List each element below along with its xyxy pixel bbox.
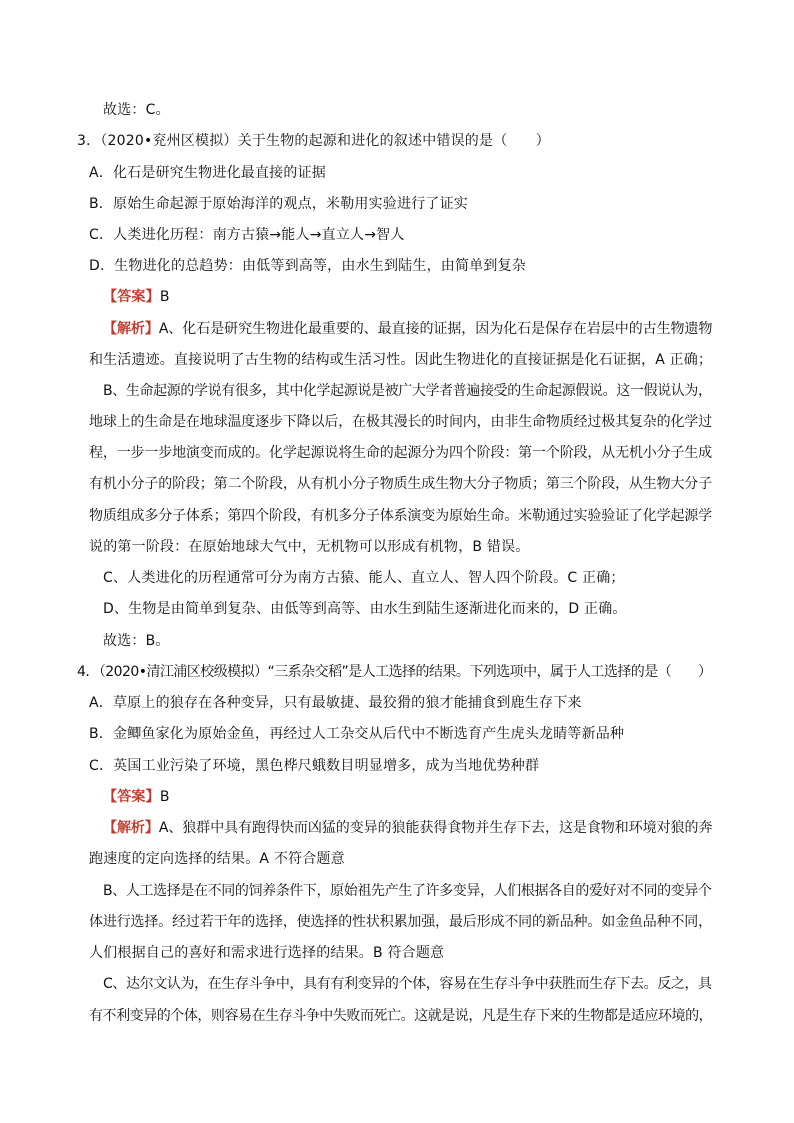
q3-stem bbox=[77, 132, 550, 150]
q3-stem-text: （2020•兖州区模拟）关于生物的起源和进化的叙述中错误的是（ ） bbox=[100, 133, 550, 149]
q4-analysis-line: B、人工选择是在不同的饲养条件下，原始祖先产生了许多变异，人们根据各自的爱好对不同的变异个 bbox=[103, 883, 712, 899]
q3-analysis-line: 有机小分子的阶段；第二个阶段，从有机小分子物质生成生物大分子物质；第三个阶段，从生物大分子 bbox=[89, 476, 712, 492]
q4-analysis-line: 体进行选择。经过若干年的选择，使选择的性状积累加强，最后形成不同的新品种。如金鱼品种不同， bbox=[89, 914, 712, 930]
q3-analysis-line: 说的第一阶段：在原始地球大气中，无机物可以形成有机物，B 错误。 bbox=[89, 539, 530, 555]
analysis-tag: 【解析】 bbox=[103, 820, 159, 836]
q4-analysis-line: 【解析】A、狼群中具有跑得快而凶猛的变异的狼能获得食物并生存下去，这是食物和环境对狼的奔 bbox=[103, 820, 713, 836]
q3-analysis-line: C、人类进化的历程通常可分为南方古猿、能人、直立人、智人四个阶段。C 正确； bbox=[103, 570, 625, 586]
q3-analysis-line: 程，一步一步地演变而成的。化学起源说将生命的起源分为四个阶段：第一个阶段，从无机小分子生成 bbox=[89, 445, 712, 461]
q3-option-b: B．原始生命起源于原始海洋的观点，米勒用实验进行了证实 bbox=[89, 196, 469, 212]
q3-option-c: C．人类进化历程：南方古猿→能人→直立人→智人 bbox=[89, 227, 405, 243]
q3-analysis-line: 地球上的生命是在地球温度逐步下降以后，在极其漫长的时间内，由非生命物质经过极其复杂的化学过 bbox=[89, 414, 712, 430]
q4-analysis-line: 跑速度的定向选择的结果。A 不符合题意 bbox=[89, 851, 345, 867]
q3-option-d: D．生物进化的总趋势：由低等到高等，由水生到陆生，由简单到复杂 bbox=[89, 258, 526, 274]
q3-analysis-line: B、生命起源的学说有很多，其中化学起源说是被广大学者普遍接受的生命起源假说。这一假说认为， bbox=[103, 383, 712, 399]
q4-analysis-line: C、达尔文认为，在生存斗争中，具有有利变异的个体，容易在生存斗争中获胜而生存下去。反之，具 bbox=[103, 976, 712, 992]
q3-analysis-line: 和生活遗迹。直接说明了古生物的结构或生活习性。因此生物进化的直接证据是化石证据，A 正确； bbox=[89, 352, 713, 368]
answer-value: B bbox=[159, 789, 170, 805]
q3-analysis-line: 【解析】A、化石是研究生物进化最重要的、最直接的证据，因为化石是保存在岩层中的古生物遗物 bbox=[103, 321, 713, 337]
q4-answer bbox=[103, 788, 170, 806]
q2-conclusion: 故选：C。 bbox=[103, 102, 170, 118]
q4-number: 4． bbox=[77, 664, 99, 680]
q4-analysis-line: 人们根据自己的喜好和需求进行选择的结果。B 符合题意 bbox=[89, 945, 445, 961]
q3-analysis-line: D、生物是由简单到复杂、由低等到高等、由水生到陆生逐渐进化而来的，D 正确。 bbox=[103, 601, 627, 617]
q3-conclusion: 故选：B。 bbox=[103, 633, 170, 649]
q3-answer bbox=[103, 288, 170, 306]
answer-value: B bbox=[159, 289, 170, 305]
q4-option-c: C．英国工业污染了环境，黑色桦尺蛾数目明显增多，成为当地优势种群 bbox=[89, 758, 540, 774]
q4-analysis-line: 有不利变异的个体，则容易在生存斗争中失败而死亡。这就是说，凡是生存下来的生物都是适应环境的， bbox=[89, 1008, 713, 1024]
q4-option-b: B．金鲫鱼家化为原始金鱼，再经过人工杂交从后代中不断选育产生虎头龙睛等新品种 bbox=[89, 726, 625, 742]
q3-number: 3． bbox=[77, 133, 101, 149]
analysis-tag: 【解析】 bbox=[103, 321, 159, 337]
q4-stem bbox=[77, 663, 712, 681]
q3-analysis-line: 物质组成多分子体系；第四个阶段，有机多分子体系演变为原始生命。米勒通过实验验证了化学起源学 bbox=[89, 508, 712, 524]
answer-tag: 【答案】 bbox=[103, 789, 160, 805]
answer-tag: 【答案】 bbox=[103, 289, 160, 305]
q4-stem-text: （2020•清江浦区校级模拟）“三系杂交稻”是人工选择的结果。下列选项中，属于人工选择的是（ ） bbox=[98, 664, 712, 680]
q3-option-a: A．化石是研究生物进化最直接的证据 bbox=[89, 165, 326, 181]
q4-option-a: A．草原上的狼存在各种变异，只有最敏捷、最狡猾的狼才能捕食到鹿生存下来 bbox=[89, 695, 582, 711]
